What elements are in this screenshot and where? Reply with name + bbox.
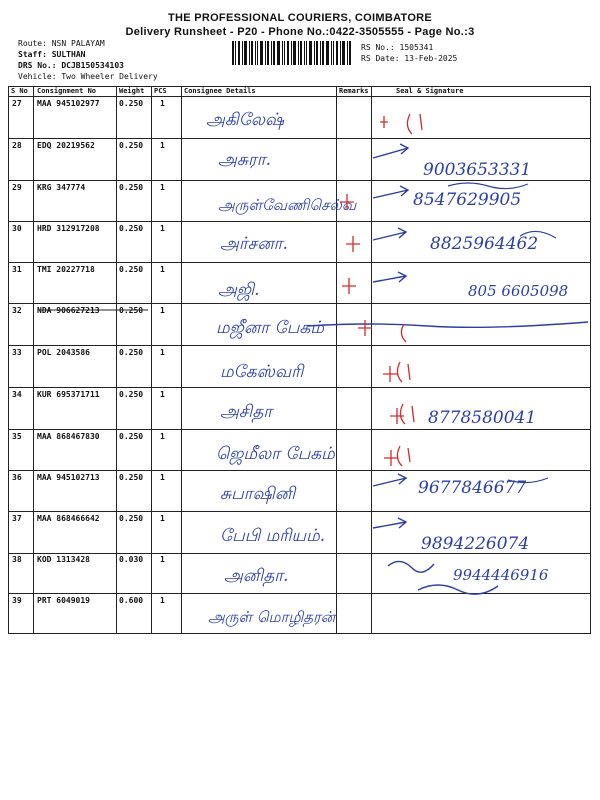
ink-scribble — [308, 322, 588, 327]
col-header-consignment: Consignment No — [37, 87, 97, 95]
row-weight: 0.600 — [119, 596, 144, 605]
row-consignment: PRT 6049019 — [37, 596, 90, 605]
col-header-remarks: Remarks — [339, 87, 369, 95]
arrow-mark — [373, 186, 408, 198]
col-divider-6 — [371, 86, 372, 634]
row-weight: 0.250 — [119, 265, 144, 274]
row-rule — [8, 180, 591, 181]
row-weight: 0.030 — [119, 555, 144, 564]
row-sno: 33 — [12, 348, 22, 357]
col-divider-4 — [181, 86, 182, 634]
row-sno: 28 — [12, 141, 22, 150]
runsheet-title: THE PROFESSIONAL COURIERS, COIMBATORE — [167, 12, 433, 24]
staff-line — [18, 50, 85, 60]
arrow-mark — [373, 228, 406, 240]
row-weight: 0.250 — [119, 99, 144, 108]
row-sno: 31 — [12, 265, 22, 274]
rs-date-label: RS Date: — [361, 54, 400, 63]
row-weight: 0.250 — [119, 141, 144, 150]
consignee-handwriting: சுபாஷினி — [220, 484, 296, 504]
seal-signature: 805 6605098 — [468, 282, 569, 300]
rs-no-line — [361, 43, 433, 53]
col-header-pcs: PCS — [154, 87, 167, 95]
row-consignment: NDA 906627213 — [37, 306, 100, 315]
row-rule — [8, 470, 591, 471]
col-divider-1 — [33, 86, 34, 634]
signature-scribble — [388, 561, 434, 572]
row-pcs: 1 — [160, 555, 165, 564]
col-divider-2 — [116, 86, 117, 634]
col-header-consignee: Consignee Details — [184, 87, 256, 95]
consignee-handwriting: அருள் மொழிதரன் — [208, 608, 336, 626]
red-signature-mark — [407, 114, 422, 134]
red-cross-mark — [342, 278, 356, 294]
red-cross-mark — [346, 236, 360, 252]
row-sno: 29 — [12, 183, 22, 192]
red-signature-mark — [401, 324, 406, 342]
col-divider-3 — [151, 86, 152, 634]
row-weight: 0.250 — [119, 390, 144, 399]
route-label: Route: — [18, 39, 47, 48]
row-weight: 0.250 — [119, 432, 144, 441]
signature-scribble — [448, 183, 528, 189]
rs-no-value: 1505341 — [399, 43, 434, 52]
consignee-handwriting: மகேஸ்வரி — [220, 362, 304, 382]
staff-label: Staff: — [18, 50, 47, 59]
arrow-mark — [373, 144, 408, 158]
vehicle-label: Vehicle: — [18, 72, 57, 81]
seal-signature: 9677846677 — [418, 478, 527, 498]
route-value: NSN PALAYAM — [51, 39, 105, 48]
seal-signature: 9894226074 — [421, 534, 530, 554]
vehicle-line — [18, 72, 158, 82]
row-rule — [8, 387, 591, 388]
row-consignment: MAA 868467830 — [37, 432, 100, 441]
row-pcs: 1 — [160, 348, 165, 357]
row-weight: 0.250 — [119, 183, 144, 192]
row-weight: 0.250 — [119, 306, 144, 315]
row-pcs: 1 — [160, 265, 165, 274]
consignee-handwriting: அர்சனா. — [220, 234, 288, 254]
row-consignment: MAA 945102713 — [37, 473, 100, 482]
arrow-mark — [373, 518, 406, 528]
red-cross-mark — [383, 366, 397, 382]
drs-value: DCJB150534103 — [61, 61, 124, 70]
row-consignment: EDQ 20219562 — [37, 141, 95, 150]
seal-signature: 9944446916 — [453, 566, 549, 584]
header-rule — [8, 96, 591, 97]
row-weight: 0.250 — [119, 348, 144, 357]
barcode — [232, 41, 352, 65]
row-sno: 39 — [12, 596, 22, 605]
row-consignment: MAA 945102977 — [37, 99, 100, 108]
row-pcs: 1 — [160, 514, 165, 523]
row-consignment: POL 2043586 — [37, 348, 90, 357]
row-rule — [8, 221, 591, 222]
rs-date-value: 13-Feb-2025 — [404, 54, 458, 63]
col-divider-5 — [336, 86, 337, 634]
row-sno: 35 — [12, 432, 22, 441]
row-pcs: 1 — [160, 390, 165, 399]
row-pcs: 1 — [160, 596, 165, 605]
row-consignment: KOD 1313428 — [37, 555, 90, 564]
row-sno: 34 — [12, 390, 22, 399]
row-pcs: 1 — [160, 99, 165, 108]
red-cross-mark — [380, 116, 388, 128]
table-border-left — [8, 86, 9, 634]
consignee-handwriting: ஜெமீலா பேகம் — [216, 444, 335, 464]
row-pcs: 1 — [160, 432, 165, 441]
row-pcs: 1 — [160, 224, 165, 233]
col-header-sno: S No — [11, 87, 28, 95]
row-pcs: 1 — [160, 141, 165, 150]
red-signature-mark — [397, 362, 410, 382]
row-pcs: 1 — [160, 306, 165, 315]
seal-signature: 8825964462 — [430, 234, 539, 254]
red-cross-mark — [384, 450, 398, 466]
consignee-handwriting: அருள்வேணிசெல்வ — [218, 196, 357, 214]
row-rule — [8, 262, 591, 263]
runsheet-table — [8, 86, 591, 634]
table-border-right — [590, 86, 591, 634]
row-consignment: KRG 347774 — [37, 183, 86, 192]
row-sno: 30 — [12, 224, 22, 233]
consignee-handwriting: பேபி மரியம். — [220, 526, 326, 546]
staff-value: SULTHAN — [51, 50, 86, 59]
row-weight: 0.250 — [119, 224, 144, 233]
consignee-handwriting: அஜி. — [218, 280, 260, 300]
row-rule — [8, 303, 591, 304]
row-sno: 38 — [12, 555, 22, 564]
row-consignment: KUR 695371711 — [37, 390, 100, 399]
row-rule — [8, 593, 591, 594]
seal-signature: 9003653331 — [423, 160, 532, 180]
red-cross-mark — [390, 408, 404, 424]
red-cross-mark — [358, 320, 372, 336]
consignee-handwriting: அனிதா. — [224, 566, 289, 586]
arrow-mark — [373, 272, 406, 282]
row-sno: 37 — [12, 514, 22, 523]
row-sno: 36 — [12, 473, 22, 482]
seal-signature: 8547629905 — [413, 190, 522, 210]
consignee-handwriting: அகிலேஷ் — [206, 110, 285, 130]
consignee-handwriting: அசுரா. — [218, 150, 272, 170]
row-pcs: 1 — [160, 183, 165, 192]
row-weight: 0.250 — [119, 473, 144, 482]
table-border-bottom — [8, 633, 591, 634]
runsheet-subtitle: Delivery Runsheet - P20 - Phone No.:0422-3505555 - Page No.:3 — [125, 26, 475, 38]
route-line — [18, 39, 105, 49]
drs-label: DRS No.: — [18, 61, 57, 70]
row-consignment: HRD 312917208 — [37, 224, 100, 233]
rs-no-label: RS No.: — [361, 43, 395, 52]
row-weight: 0.250 — [119, 514, 144, 523]
consignee-handwriting: அசிதா — [220, 402, 273, 422]
row-rule — [8, 429, 591, 430]
row-rule — [8, 345, 591, 346]
row-sno: 27 — [12, 99, 22, 108]
rs-date-line — [361, 54, 457, 64]
row-consignment: MAA 868466642 — [37, 514, 100, 523]
vehicle-value: Two Wheeler Delivery — [61, 72, 158, 81]
row-sno: 32 — [12, 306, 22, 315]
red-signature-mark — [397, 446, 410, 466]
col-header-weight: Weight — [119, 87, 145, 95]
consignee-handwriting: மஜீனா பேகம் — [216, 318, 324, 338]
red-signature-mark — [400, 404, 414, 424]
arrow-mark — [373, 474, 406, 486]
col-header-seal: Seal & Signature — [396, 87, 464, 95]
seal-signature: 8778580041 — [428, 408, 537, 428]
row-rule — [8, 511, 591, 512]
row-pcs: 1 — [160, 473, 165, 482]
row-rule — [8, 138, 591, 139]
row-consignment: TMI 20227718 — [37, 265, 95, 274]
drs-line — [18, 61, 124, 71]
